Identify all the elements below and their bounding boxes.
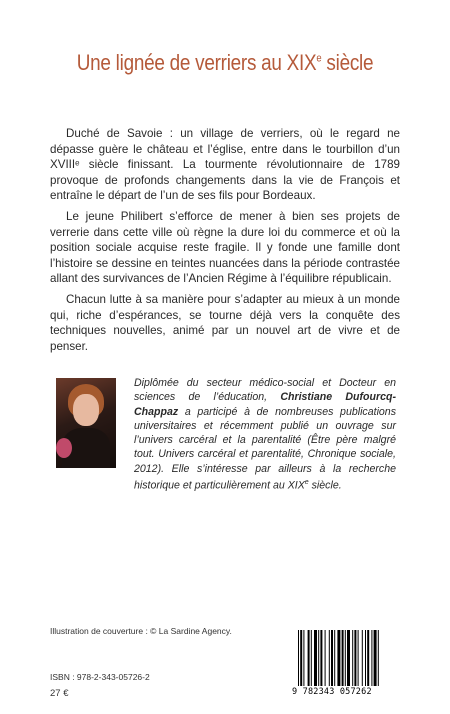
bio-intro: Diplômée du secteur médico-social et Docteur en sciences de l’éducation, [134, 377, 396, 404]
cover-credit: Illustration de couverture : © La Sardine Agency. [50, 626, 232, 636]
barcode-bars [298, 630, 406, 686]
blurb-paragraph-3: Chacun lutte à sa manière pour s’adapter au mieux à un monde qui, riche d’espérances, se tourne déjà vers la conquête des techniques nouvelles, animé par un nouvel art de vivre et de penser. [50, 292, 400, 353]
isbn: ISBN : 978-2-343-05726-2 [50, 672, 150, 682]
author-photo [56, 378, 116, 468]
bio-end: siècle. [308, 479, 342, 492]
barcode-digits: 9 782343 057262 [292, 687, 372, 697]
barcode [292, 630, 410, 700]
bio-rest: a participé à de nombreuses publications universitaires et récemment publié un ouvrage sur l’univers carcéral et la parentalité (Être père malgré tout. Univers carcéral et parentalité, Chronique sociale, 2012). Elle s’intéresse par ailleurs à la recherche historique et particulièrement au XIX [134, 405, 396, 492]
title-main: Une lignée de verriers au XIX [76, 50, 317, 75]
author-name: Christiane Dufourcq-Chappaz [134, 391, 396, 418]
title-end: siècle [321, 50, 374, 75]
blurb [50, 126, 400, 359]
author-bio [134, 376, 396, 493]
blurb-paragraph-1: Duché de Savoie : un village de verriers, où le regard ne dépasse guère le château et l’église, entre dans le tourbillon d’un XVIIIᵉ siècle finissant. La tourmente révolutionnaire de 1789 provoque de profonds changements dans la vie de François et entraîne le départ de l’un de ses fils pour Bordeaux. [50, 127, 400, 203]
blurb-paragraph-2: Le jeune Philibert s’efforce de mener à bien ses projets de verrerie dans cette ville où règne la dure loi du commerce et où la position sociale acquise reste fragile. Il y fonde une famille dont l’histoire se dessine en teintes nuancées dans la période contrastée allant des survivances de l’Ancien Régime à l’équilibre républicain. [50, 209, 400, 286]
book-title [32, 50, 419, 76]
title-sup: e [316, 52, 322, 65]
price: 27 € [50, 688, 69, 699]
bio-sup: e [304, 479, 309, 487]
